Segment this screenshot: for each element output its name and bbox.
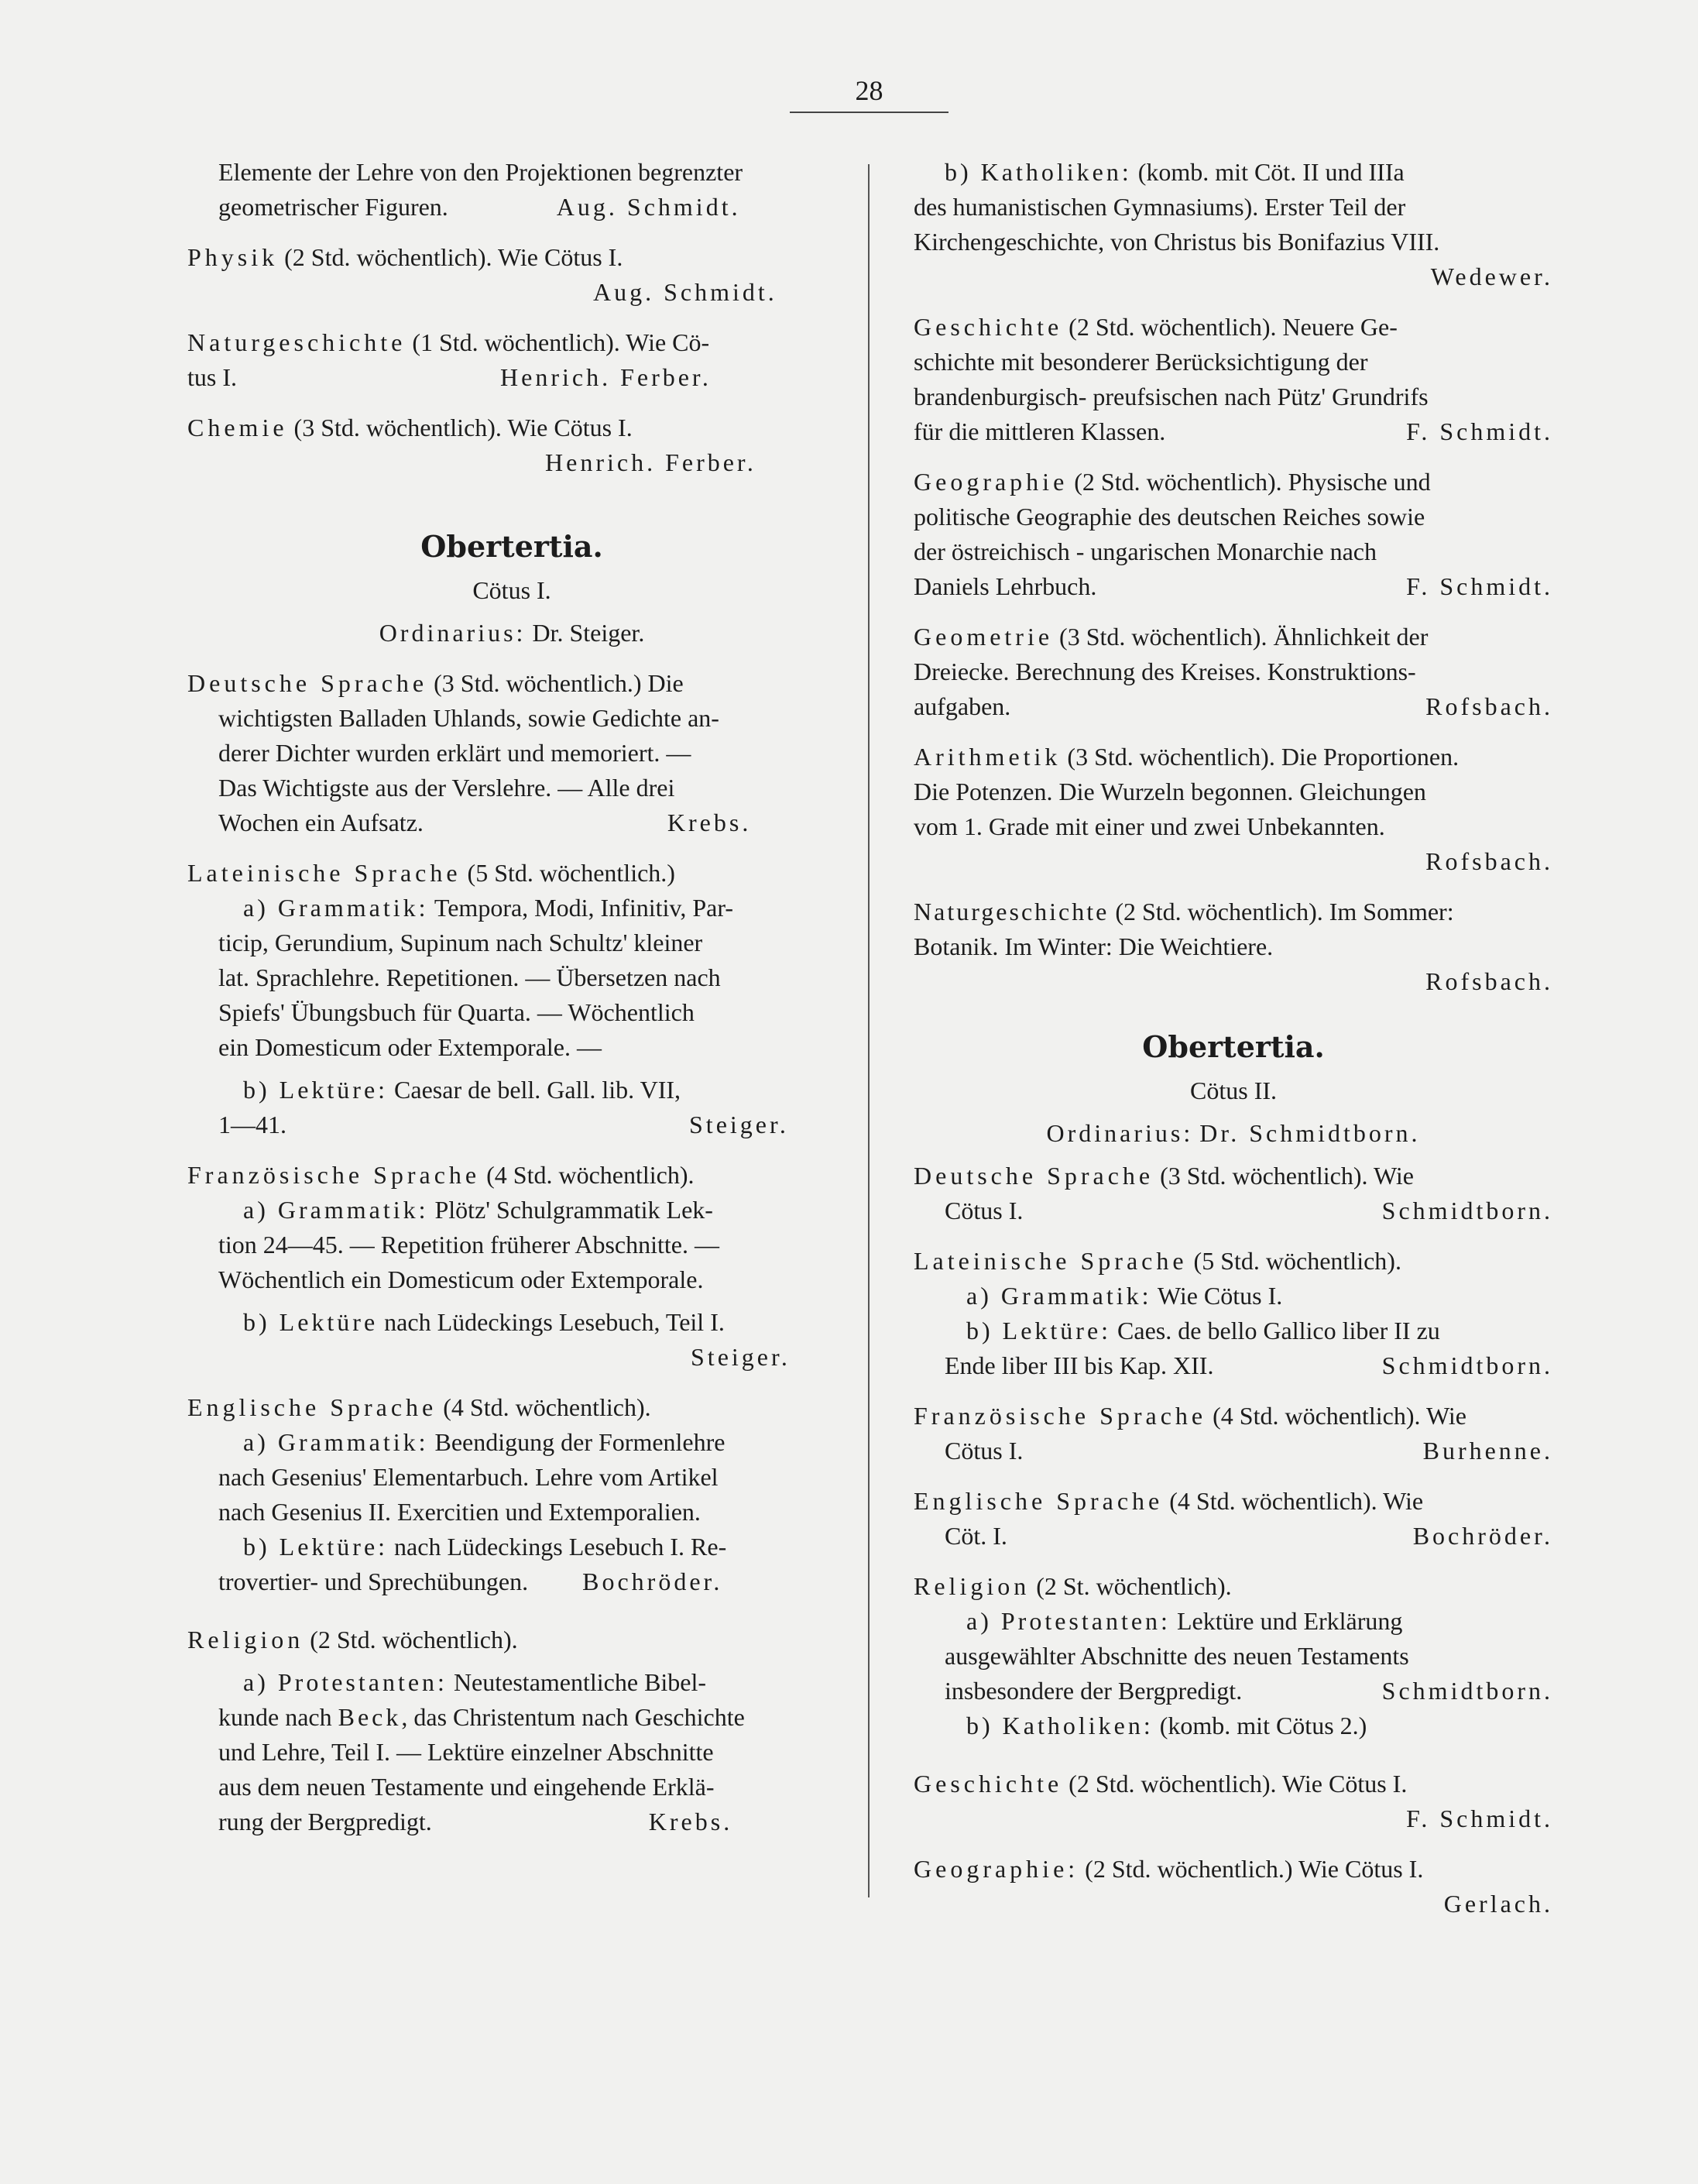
subject-hours: (2 Std. wöchentlich.) Wie Cötus I. bbox=[1079, 1855, 1424, 1883]
sublabel: b) Lektüre: bbox=[243, 1076, 389, 1104]
coetus-label: Cötus II. bbox=[1190, 1077, 1277, 1104]
text-fragment: (komb. mit Cötus 2.) bbox=[1153, 1712, 1367, 1739]
text-fragment: Wie Cötus I. bbox=[1151, 1282, 1283, 1310]
entry-deutsch bbox=[187, 666, 836, 840]
entry-religion bbox=[187, 1623, 836, 1839]
entry-franzoesisch bbox=[914, 1399, 1553, 1468]
teacher-name: Henrich. Ferber. bbox=[545, 448, 756, 476]
entry-chemie bbox=[187, 410, 836, 480]
text-fragment: , das Christentum nach Geschichte bbox=[401, 1703, 745, 1731]
text-line: nach Gesenius II. Exercitien und Extemporalien. bbox=[218, 1498, 701, 1526]
text-line: ausgewählter Abschnitte des neuen Testaments bbox=[945, 1642, 1409, 1670]
teacher-name: Burhenne. bbox=[1422, 1437, 1553, 1465]
text-fragment: Caesar de bell. Gall. lib. VII, bbox=[388, 1076, 681, 1104]
text-line bbox=[914, 1279, 1553, 1313]
subject-hours: (4 Std. wöchentlich). bbox=[480, 1161, 695, 1189]
text-fragment: Ende liber III bis Kap. XII. bbox=[945, 1351, 1214, 1379]
subject-name: Englische Sprache bbox=[914, 1487, 1164, 1515]
column-divider bbox=[868, 164, 870, 1897]
text-line: wichtigsten Balladen Uhlands, sowie Gedichte an- bbox=[218, 704, 719, 732]
subject-name: Geographie bbox=[914, 468, 1069, 496]
ordinarius-label: Ordinarius: bbox=[379, 619, 527, 647]
text-line bbox=[914, 569, 1553, 604]
text-line bbox=[187, 805, 836, 840]
subject-name: Geschichte bbox=[914, 1770, 1063, 1798]
text-fragment: trovertier- und Sprechübungen. bbox=[218, 1568, 529, 1595]
text-line: ein Domesticum oder Extemporale. — bbox=[218, 1033, 602, 1061]
text-fragment: für die mittleren Klassen. bbox=[914, 417, 1166, 445]
text-line bbox=[914, 1604, 1553, 1639]
subject-name: Arithmetik bbox=[914, 743, 1062, 771]
text-line: Kirchengeschichte, von Christus bis Bonifazius VIII. bbox=[914, 228, 1440, 256]
ordinarius-name: Dr. Schmidtborn. bbox=[1199, 1119, 1421, 1147]
text-line: aus dem neuen Testamente und eingehende Erklä- bbox=[218, 1773, 715, 1801]
text-line bbox=[187, 360, 836, 395]
text-line bbox=[914, 1348, 1553, 1383]
text-line: vom 1. Grade mit einer und zwei Unbekannten. bbox=[914, 812, 1385, 840]
subject-name: Physik bbox=[187, 243, 279, 271]
subject-hours: (1 Std. wöchentlich). Wie Cö- bbox=[406, 328, 710, 356]
entry-geographie bbox=[914, 465, 1553, 604]
subject-hours: (3 Std. wöchentlich). Wie bbox=[1154, 1162, 1414, 1190]
text-fragment: tus I. bbox=[187, 363, 237, 391]
text-fragment: Neutestamentliche Bibel- bbox=[447, 1668, 707, 1696]
text-line bbox=[914, 620, 1553, 654]
text-line bbox=[187, 325, 836, 360]
text-fragment: aufgaben. bbox=[914, 692, 1011, 720]
subject-hours: (5 Std. wöchentlich). bbox=[1187, 1247, 1401, 1275]
ordinarius bbox=[187, 616, 836, 651]
entry-geschichte bbox=[914, 310, 1553, 449]
subject-hours: (2 Std. wöchentlich). Wie Cötus I. bbox=[1062, 1770, 1408, 1798]
teacher-name: Wedewer. bbox=[1430, 263, 1553, 290]
teacher-name: F. Schmidt. bbox=[1406, 417, 1553, 445]
text-fragment: Wochen ein Aufsatz. bbox=[218, 809, 424, 836]
entry-geographie-2 bbox=[914, 1852, 1553, 1921]
text-line bbox=[187, 1530, 836, 1564]
sublabel: a) Grammatik: bbox=[243, 1428, 429, 1456]
entry-naturgeschichte bbox=[187, 325, 836, 395]
teacher-name: Bochröder. bbox=[1412, 1522, 1553, 1550]
text-line bbox=[187, 1425, 836, 1460]
text-line bbox=[914, 1244, 1553, 1279]
text-line: Elemente der Lehre von den Projektionen begrenzter bbox=[218, 158, 743, 186]
text-fragment: Beendigung der Formenlehre bbox=[428, 1428, 726, 1456]
text-line bbox=[914, 1708, 1553, 1743]
entry-latein bbox=[914, 1244, 1553, 1383]
subject-hours: (2 Std. wöchentlich). bbox=[304, 1626, 518, 1653]
text-fragment: nach Lüdeckings Lesebuch, Teil I. bbox=[378, 1308, 725, 1336]
teacher-name: Henrich. Ferber. bbox=[500, 363, 712, 391]
subject-hours: (3 Std. wöchentlich). Wie Cötus I. bbox=[287, 414, 633, 441]
text-line bbox=[914, 740, 1553, 774]
sublabel: b) Lektüre: bbox=[966, 1317, 1112, 1344]
text-line bbox=[187, 666, 836, 701]
subject-name: Deutsche Sprache bbox=[914, 1162, 1154, 1190]
text-line: der östreichisch - ungarischen Monarchie nach bbox=[914, 537, 1377, 565]
section-heading: Obertertia. bbox=[420, 529, 603, 564]
teacher-name: Gerlach. bbox=[1443, 1890, 1553, 1918]
entry-katholiken bbox=[914, 155, 1553, 294]
author-reference: Beck bbox=[338, 1703, 402, 1731]
text-line bbox=[914, 465, 1553, 500]
text-line: tion 24—45. — Repetition früherer Abschnitte. — bbox=[218, 1231, 719, 1259]
text-line bbox=[187, 1623, 836, 1657]
subject-hours: (3 Std. wöchentlich.) Die bbox=[427, 669, 684, 697]
text-line bbox=[914, 1484, 1553, 1519]
subject-name: Geometrie bbox=[914, 623, 1054, 651]
sublabel: b) Lektüre: bbox=[243, 1533, 389, 1561]
sublabel: b) Katholiken: bbox=[966, 1712, 1154, 1739]
text-line: derer Dichter wurden erklärt und memoriert. — bbox=[218, 739, 691, 767]
subject-hours: (2 Std. wöchentlich). Im Sommer: bbox=[1109, 898, 1454, 925]
teacher-name: Schmidtborn. bbox=[1381, 1677, 1553, 1705]
text-fragment: insbesondere der Bergpredigt. bbox=[945, 1677, 1243, 1705]
entry-geschichte-2 bbox=[914, 1767, 1553, 1836]
subject-name: Lateinische Sprache bbox=[187, 859, 461, 887]
teacher-name: Aug. Schmidt. bbox=[556, 193, 741, 221]
subject-name: Chemie bbox=[187, 414, 288, 441]
entry-englisch bbox=[914, 1484, 1553, 1554]
subject-name: Englische Sprache bbox=[187, 1393, 437, 1421]
text-line bbox=[914, 1434, 1553, 1468]
text-fragment: Cötus I. bbox=[945, 1437, 1024, 1465]
section-heading: Obertertia. bbox=[1142, 1029, 1325, 1064]
text-fragment: Lektüre und Erklärung bbox=[1170, 1607, 1403, 1635]
sublabel: a) Protestanten: bbox=[243, 1668, 448, 1696]
text-line: Spiefs' Übungsbuch für Quarta. — Wöchentlich bbox=[218, 998, 695, 1026]
text-fragment: kunde nach bbox=[218, 1703, 338, 1731]
sublabel: a) Grammatik: bbox=[243, 1196, 429, 1224]
teacher-name: Rofsbach. bbox=[1425, 967, 1553, 995]
text-line: brandenburgisch- preufsischen nach Pütz' Grundrifs bbox=[914, 383, 1429, 410]
subject-hours: (4 Std. wöchentlich). bbox=[437, 1393, 651, 1421]
subject-hours: (3 Std. wöchentlich). Die Proportionen. bbox=[1061, 743, 1460, 771]
entry-deutsch bbox=[914, 1159, 1553, 1228]
text-line: Botanik. Im Winter: Die Weichtiere. bbox=[914, 932, 1274, 960]
text-line bbox=[187, 1073, 836, 1107]
entry-naturgeschichte bbox=[914, 895, 1553, 999]
text-line bbox=[187, 856, 836, 891]
text-line bbox=[914, 1159, 1553, 1193]
text-fragment: Caes. de bello Gallico liber II zu bbox=[1111, 1317, 1440, 1344]
text-line: lat. Sprachlehre. Repetitionen. — Übersetzen nach bbox=[218, 963, 721, 991]
page-number: 28 bbox=[855, 75, 883, 106]
teacher-name: Steiger. bbox=[691, 1343, 791, 1371]
subject-name: Religion bbox=[914, 1572, 1031, 1600]
text-line bbox=[914, 1674, 1553, 1708]
text-line bbox=[914, 1399, 1553, 1434]
teacher-name: Rofsbach. bbox=[1425, 692, 1553, 720]
text-line bbox=[914, 895, 1553, 929]
ordinarius-label: Ordinarius: bbox=[1046, 1119, 1194, 1147]
text-line: nach Gesenius' Elementarbuch. Lehre vom Artikel bbox=[218, 1463, 719, 1491]
text-line bbox=[187, 891, 836, 925]
subject-hours: (3 Std. wöchentlich). Ähnlichkeit der bbox=[1053, 623, 1429, 651]
text-fragment: nach Lüdeckings Lesebuch I. Re- bbox=[388, 1533, 727, 1561]
subject-name: Lateinische Sprache bbox=[914, 1247, 1188, 1275]
text-fragment: geometrischer Figuren. bbox=[218, 193, 448, 221]
page-number-rule bbox=[790, 112, 948, 113]
subject-name: Geographie: bbox=[914, 1855, 1079, 1883]
right-column bbox=[914, 155, 1553, 1937]
teacher-name: F. Schmidt. bbox=[1406, 572, 1553, 600]
text-line bbox=[218, 190, 836, 225]
text-line bbox=[187, 1665, 836, 1700]
teacher-name: Steiger. bbox=[689, 1111, 789, 1138]
text-line bbox=[914, 689, 1553, 724]
text-line bbox=[914, 1569, 1553, 1604]
entry-englisch bbox=[187, 1390, 836, 1599]
text-line bbox=[187, 1700, 836, 1735]
entry-geometrie bbox=[914, 620, 1553, 724]
entry-projektionen bbox=[187, 155, 836, 225]
entry-franzoesisch bbox=[187, 1158, 836, 1375]
text-fragment: rung der Bergpredigt. bbox=[218, 1808, 432, 1835]
text-line bbox=[187, 1107, 836, 1142]
subject-hours: (2 St. wöchentlich). bbox=[1030, 1572, 1232, 1600]
teacher-name: F. Schmidt. bbox=[1406, 1805, 1553, 1832]
subject-name: Religion bbox=[187, 1626, 304, 1653]
text-line bbox=[187, 240, 836, 275]
teacher-name: Rofsbach. bbox=[1425, 847, 1553, 875]
text-line bbox=[914, 310, 1553, 345]
teacher-name: Schmidtborn. bbox=[1381, 1197, 1553, 1224]
coetus-label: Cötus I. bbox=[472, 576, 551, 604]
text-line: und Lehre, Teil I. — Lektüre einzelner Abschnitte bbox=[218, 1738, 714, 1766]
entry-religion bbox=[914, 1569, 1553, 1743]
entry-latein bbox=[187, 856, 836, 1142]
subject-hours: (4 Std. wöchentlich). Wie bbox=[1163, 1487, 1424, 1515]
text-line bbox=[914, 1767, 1553, 1801]
text-fragment: 1—41. bbox=[218, 1111, 286, 1138]
subject-name: Deutsche Sprache bbox=[187, 669, 428, 697]
text-line: Dreiecke. Berechnung des Kreises. Konstruktions- bbox=[914, 658, 1416, 685]
text-fragment: Cöt. I. bbox=[945, 1522, 1007, 1550]
sublabel: a) Grammatik: bbox=[243, 894, 429, 922]
text-line bbox=[914, 1852, 1553, 1887]
text-line bbox=[187, 1193, 836, 1228]
sublabel: a) Protestanten: bbox=[966, 1607, 1171, 1635]
text-fragment: Plötz' Schulgrammatik Lek- bbox=[428, 1196, 713, 1224]
text-line: des humanistischen Gymnasiums). Erster Teil der bbox=[914, 193, 1406, 221]
text-line: ticip, Gerundium, Supinum nach Schultz' kleiner bbox=[218, 929, 703, 956]
subject-name: Geschichte bbox=[914, 313, 1063, 341]
text-fragment: Tempora, Modi, Infinitiv, Par- bbox=[428, 894, 733, 922]
subject-name: Naturgeschichte bbox=[187, 328, 406, 356]
teacher-name: Bochröder. bbox=[582, 1568, 723, 1595]
teacher-name: Krebs. bbox=[648, 1808, 733, 1835]
subject-hours: (4 Std. wöchentlich). Wie bbox=[1206, 1402, 1466, 1430]
text-line bbox=[914, 155, 1553, 190]
text-line: Das Wichtigste aus der Verslehre. — Alle drei bbox=[218, 774, 675, 802]
subject-name: Französische Sprache bbox=[914, 1402, 1207, 1430]
text-line: Die Potenzen. Die Wurzeln begonnen. Gleichungen bbox=[914, 778, 1426, 805]
teacher-name: Schmidtborn. bbox=[1381, 1351, 1553, 1379]
text-fragment: (komb. mit Cöt. II und IIIa bbox=[1131, 158, 1405, 186]
text-line bbox=[187, 410, 836, 445]
text-line bbox=[187, 1158, 836, 1193]
subject-hours: (2 Std. wöchentlich). Wie Cötus I. bbox=[278, 243, 623, 271]
text-line bbox=[914, 1313, 1553, 1348]
sublabel: a) Grammatik: bbox=[966, 1282, 1152, 1310]
text-line bbox=[914, 1519, 1553, 1554]
subject-hours: (5 Std. wöchentlich.) bbox=[461, 859, 675, 887]
sublabel: b) Katholiken: bbox=[945, 158, 1132, 186]
subject-hours: (2 Std. wöchentlich). Neuere Ge- bbox=[1062, 313, 1398, 341]
left-column bbox=[187, 155, 836, 1855]
text-line bbox=[187, 1305, 836, 1340]
entry-arithmetik bbox=[914, 740, 1553, 879]
ordinarius bbox=[914, 1116, 1553, 1151]
text-line bbox=[187, 1564, 836, 1599]
subject-name: Französische Sprache bbox=[187, 1161, 481, 1189]
text-line bbox=[914, 1193, 1553, 1228]
text-line: schichte mit besonderer Berücksichtigung der bbox=[914, 348, 1368, 376]
text-line bbox=[187, 1390, 836, 1425]
text-line: politische Geographie des deutschen Reiches sowie bbox=[914, 503, 1425, 531]
text-line: Wöchentlich ein Domesticum oder Extemporale. bbox=[218, 1265, 704, 1293]
sublabel: b) Lektüre bbox=[243, 1308, 379, 1336]
text-fragment: Daniels Lehrbuch. bbox=[914, 572, 1097, 600]
ordinarius-name: Dr. Steiger. bbox=[532, 619, 645, 647]
entry-physik bbox=[187, 240, 836, 310]
text-line bbox=[914, 414, 1553, 449]
text-fragment: Cötus I. bbox=[945, 1197, 1024, 1224]
text-line bbox=[187, 1805, 836, 1839]
teacher-name: Aug. Schmidt. bbox=[593, 278, 777, 306]
subject-hours: (2 Std. wöchentlich). Physische und bbox=[1068, 468, 1431, 496]
subject-name: Naturgeschichte bbox=[914, 898, 1110, 925]
teacher-name: Krebs. bbox=[667, 809, 752, 836]
